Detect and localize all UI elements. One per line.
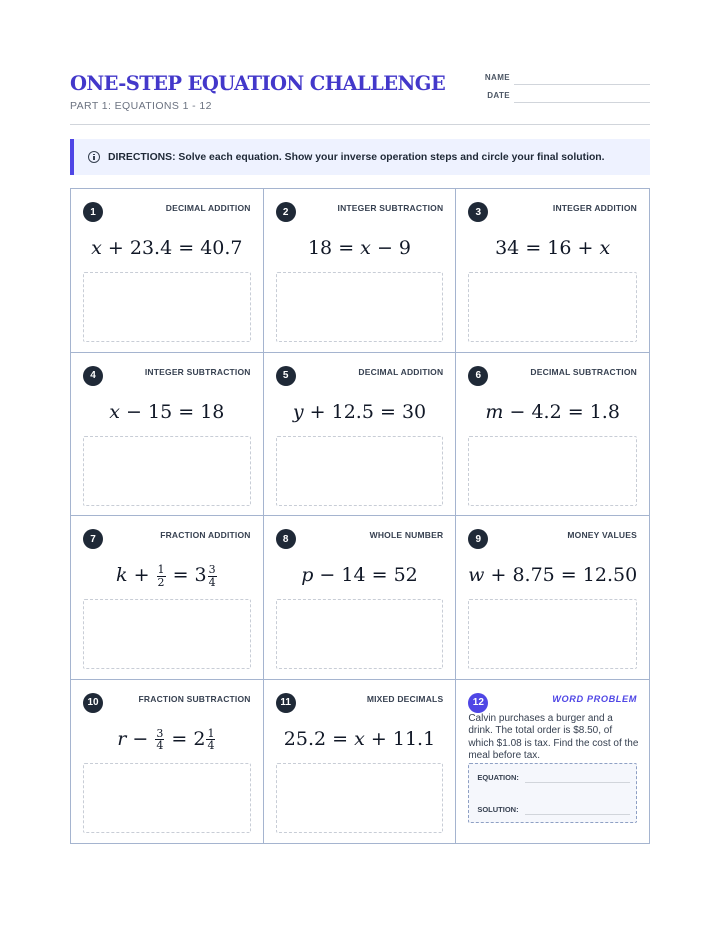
equation-answer-row[interactable]	[477, 773, 630, 785]
equation	[264, 237, 456, 259]
work-area[interactable]	[468, 599, 637, 669]
fraction-denominator: 4	[208, 575, 216, 589]
eq-variable: p	[301, 564, 314, 586]
work-area[interactable]	[468, 272, 637, 342]
eq-equals: =	[178, 400, 195, 423]
work-area[interactable]	[468, 436, 637, 506]
problem-card-11	[264, 680, 457, 844]
fraction-numerator: 3	[208, 563, 216, 576]
eq-fraction	[155, 728, 164, 752]
fraction-denominator: 4	[207, 739, 215, 753]
problem-number: 4	[83, 366, 103, 386]
solution-label: SOLUTION:	[477, 804, 519, 814]
mixed-whole: 3	[194, 564, 207, 587]
equation	[456, 401, 649, 423]
work-area[interactable]	[276, 436, 444, 506]
answer-box	[468, 763, 637, 823]
date-line[interactable]	[514, 102, 650, 103]
problem-category: INTEGER SUBTRACTION	[337, 203, 444, 213]
eq-term: 30	[401, 400, 427, 423]
problem-card-12	[456, 680, 649, 844]
eq-operator: +	[133, 564, 150, 587]
eq-operator: +	[309, 400, 326, 423]
eq-equals: =	[338, 237, 355, 259]
eq-term: 40.7	[200, 237, 243, 259]
eq-equals: =	[525, 237, 542, 259]
work-area[interactable]	[276, 763, 444, 833]
eq-variable: x	[91, 237, 102, 259]
eq-operator: +	[490, 564, 507, 586]
eq-term: 23.4	[129, 237, 173, 259]
eq-variable: y	[292, 400, 304, 423]
date-label: DATE	[487, 91, 510, 100]
equation-answer-line[interactable]	[525, 782, 630, 783]
problem-number: 7	[83, 529, 103, 549]
eq-variable: x	[109, 400, 120, 423]
eq-term: 15	[148, 400, 173, 423]
problem-category: FRACTION SUBTRACTION	[138, 693, 251, 704]
fraction-denominator: 4	[156, 739, 164, 753]
eq-equals: =	[332, 727, 349, 750]
problem-category: INTEGER ADDITION	[552, 203, 637, 213]
eq-term: 18	[307, 237, 333, 259]
eq-term: 16	[547, 237, 572, 259]
problem-category: DECIMAL ADDITION	[165, 203, 251, 213]
eq-variable: x	[360, 237, 371, 259]
eq-variable: x	[599, 237, 611, 259]
problem-category: WHOLE NUMBER	[369, 530, 444, 540]
problem-number: 3	[468, 202, 488, 222]
eq-operator: −	[132, 727, 149, 750]
eq-operator: +	[370, 727, 387, 750]
solution-answer-line[interactable]	[525, 814, 630, 815]
problem-number: 12	[468, 693, 488, 713]
problem-card-1	[71, 189, 264, 353]
eq-term: 14	[341, 564, 366, 586]
eq-equals: =	[567, 400, 584, 423]
eq-operator: −	[376, 237, 393, 259]
eq-equals: =	[371, 564, 388, 586]
problem-card-6	[456, 353, 649, 517]
equation	[71, 401, 263, 423]
word-problem-text: Calvin purchases a burger and a drink. The total order is $8.50, of which $1.08 is tax. Find the cost of the meal before tax.	[468, 712, 639, 761]
problem-card-9	[456, 516, 649, 680]
info-circle-icon	[88, 151, 100, 163]
fraction-denominator: 2	[157, 575, 165, 589]
mixed-whole: 2	[193, 727, 206, 750]
problem-number: 11	[276, 693, 296, 713]
problem-number: 6	[468, 366, 488, 386]
equation	[71, 564, 263, 588]
name-line[interactable]	[514, 84, 650, 85]
eq-operator: +	[577, 237, 594, 259]
eq-variable: r	[117, 727, 127, 750]
eq-term: 25.2	[283, 727, 327, 750]
problem-number: 10	[83, 693, 103, 713]
name-field[interactable]	[480, 73, 650, 87]
eq-term: 4.2	[531, 400, 562, 423]
work-area[interactable]	[276, 599, 444, 669]
eq-fraction	[206, 728, 215, 752]
work-area[interactable]	[83, 436, 251, 506]
work-area[interactable]	[83, 272, 251, 342]
eq-fraction	[157, 564, 166, 588]
problem-category: DECIMAL ADDITION	[358, 366, 444, 377]
eq-term: 8.75	[512, 564, 555, 586]
problem-grid	[70, 188, 650, 844]
eq-variable: w	[468, 564, 485, 586]
name-label: NAME	[484, 73, 510, 82]
eq-term: 12.5	[331, 400, 374, 423]
eq-operator: −	[509, 400, 526, 423]
eq-term: 34	[495, 237, 520, 259]
problem-number: 9	[468, 529, 488, 549]
fraction-numerator: 1	[207, 726, 215, 740]
equation	[456, 237, 649, 259]
problem-number: 8	[276, 529, 296, 549]
fraction-numerator: 1	[157, 563, 165, 576]
eq-variable: k	[116, 564, 128, 587]
eq-variable: x	[354, 727, 365, 750]
equation	[264, 401, 456, 423]
problem-category: MONEY VALUES	[567, 530, 637, 540]
problem-category: FRACTION ADDITION	[160, 530, 251, 540]
equation	[71, 237, 263, 259]
problem-number: 2	[276, 202, 296, 222]
eq-equals: =	[172, 564, 189, 587]
eq-operator: −	[319, 564, 336, 586]
eq-operator: +	[107, 237, 124, 259]
eq-operator: −	[126, 400, 142, 423]
page-subtitle: PART 1: EQUATIONS 1 - 12	[70, 100, 212, 112]
problem-card-10	[71, 680, 264, 844]
problem-category: WORD PROBLEM	[552, 693, 637, 704]
directions-text: DIRECTIONS: Solve each equation. Show your inverse operation steps and circle your final solution.	[108, 151, 605, 163]
eq-term: 12.50	[582, 564, 638, 586]
problem-number: 1	[83, 202, 103, 222]
problem-category: INTEGER SUBTRACTION	[144, 366, 251, 377]
eq-fraction	[208, 564, 217, 588]
problem-number: 5	[276, 366, 296, 386]
work-area[interactable]	[276, 272, 444, 342]
work-area[interactable]	[83, 763, 251, 833]
eq-term: 1.8	[589, 400, 620, 423]
eq-term: 18	[200, 400, 225, 423]
header-divider	[70, 124, 650, 125]
eq-equals: =	[560, 564, 577, 586]
eq-variable: m	[485, 400, 504, 423]
equation	[71, 728, 263, 752]
eq-equals: =	[379, 400, 396, 423]
work-area[interactable]	[83, 599, 251, 669]
equation	[264, 728, 456, 750]
eq-term: 52	[393, 564, 418, 586]
problem-card-4	[71, 353, 264, 517]
eq-equals: =	[171, 727, 188, 750]
equation-label: EQUATION:	[477, 772, 519, 782]
problem-category: DECIMAL SUBTRACTION	[530, 366, 637, 377]
problem-card-7	[71, 516, 264, 680]
problem-card-5	[264, 353, 457, 517]
equation	[456, 564, 649, 586]
problem-card-2	[264, 189, 457, 353]
date-field[interactable]	[480, 91, 650, 105]
solution-answer-row[interactable]	[477, 805, 630, 817]
problem-card-3	[456, 189, 649, 353]
eq-term: 11.1	[392, 727, 436, 750]
problem-card-8	[264, 516, 457, 680]
eq-equals: =	[178, 237, 195, 259]
equation	[264, 564, 456, 586]
eq-term: 9	[398, 237, 411, 259]
directions-banner	[70, 139, 650, 175]
worksheet-header	[70, 72, 650, 124]
page-title: ONE-STEP EQUATION CHALLENGE	[70, 72, 446, 95]
fraction-numerator: 3	[156, 726, 164, 740]
problem-category: MIXED DECIMALS	[366, 693, 444, 704]
